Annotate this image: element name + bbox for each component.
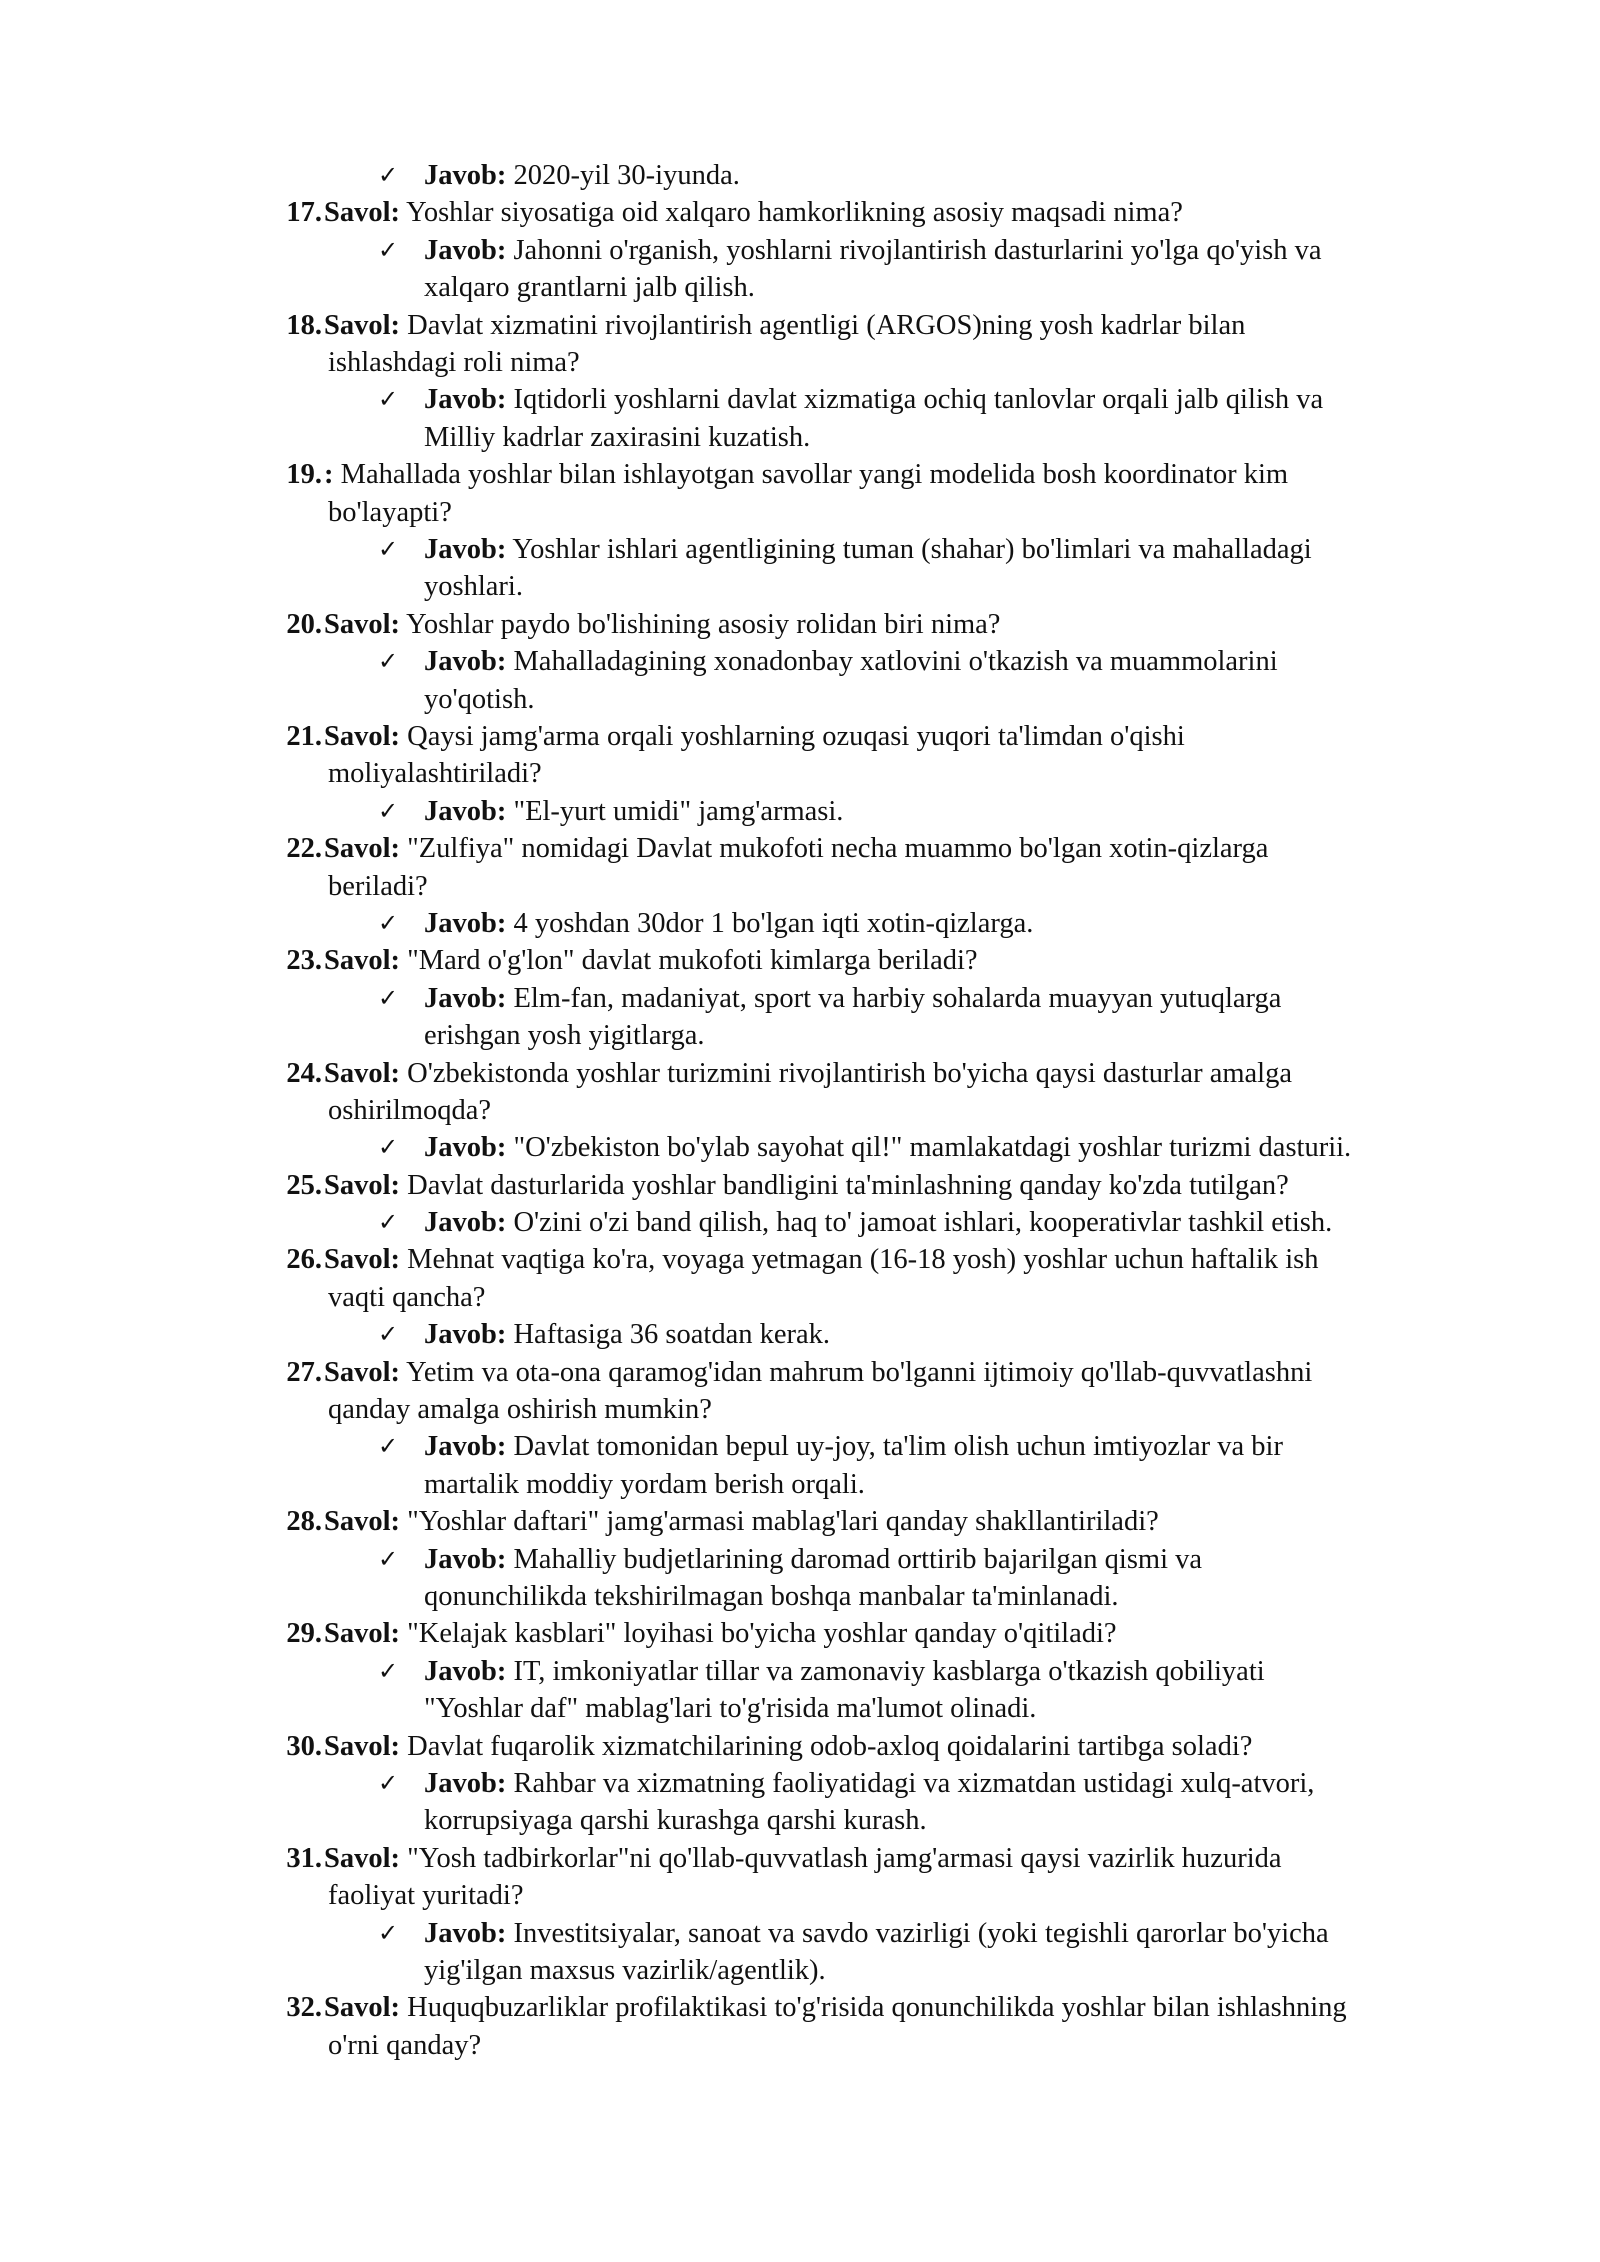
question-item	[0, 307, 1600, 382]
question-number: 17.	[286, 197, 322, 229]
check-icon: ✓	[378, 647, 399, 676]
javob-label: Javob:	[424, 907, 507, 939]
javob-label: Javob:	[424, 533, 507, 565]
answer-text: Javob: Rahbar va xizmatning faoliyatidagi va xizmatdan ustidagi xulq-atvori,	[424, 1768, 1315, 1800]
question-number: 23.	[286, 945, 322, 977]
javob-label: Javob:	[424, 982, 507, 1014]
answer-item	[0, 980, 1600, 1055]
question-item	[0, 1241, 1600, 1316]
javob-label: Javob:	[424, 1543, 507, 1575]
check-icon: ✓	[378, 1544, 399, 1573]
savol-label: Savol:	[324, 1506, 401, 1538]
javob-label: Javob:	[424, 1431, 507, 1463]
answer-text: Javob: 4 yoshdan 30dor 1 bo'lgan iqti xotin-qizlarga.	[424, 907, 1034, 939]
answer-text-continued: erishgan yosh yigitlarga.	[424, 1020, 705, 1052]
javob-label: Javob:	[424, 1768, 507, 1800]
javob-label: Javob:	[424, 1132, 507, 1164]
check-icon: ✓	[378, 1769, 399, 1798]
answer-text-continued: "Yoshlar daf" mablag'lari to'g'risida ma'lumot olinadi.	[424, 1693, 1037, 1725]
answer-item	[0, 1316, 1600, 1353]
savol-label: :	[324, 459, 334, 491]
question-item	[0, 606, 1600, 643]
check-icon: ✓	[378, 1208, 399, 1237]
question-number: 19.	[286, 459, 322, 491]
javob-label: Javob:	[424, 384, 507, 416]
question-text: Savol: "Yosh tadbirkorlar"ni qo'llab-quvvatlash jamg'armasi qaysi vazirlik huzurida	[324, 1842, 1282, 1874]
question-text: Savol: Davlat fuqarolik xizmatchilarining odob-axloq qoidalarini tartibga soladi?	[324, 1730, 1253, 1762]
answer-item	[0, 232, 1600, 307]
check-icon: ✓	[378, 385, 399, 414]
answer-item	[0, 1915, 1600, 1990]
question-number: 24.	[286, 1057, 322, 1089]
question-number: 28.	[286, 1506, 322, 1538]
savol-label: Savol:	[324, 833, 401, 865]
question-text: Savol: Mehnat vaqtiga ko'ra, voyaga yetmagan (16-18 yosh) yoshlar uchun haftalik ish	[324, 1244, 1319, 1276]
answer-item	[0, 793, 1600, 830]
question-text: Savol: "Zulfiya" nomidagi Davlat mukofoti necha muammo bo'lgan xotin-qizlarga	[324, 833, 1269, 865]
answer-text: Javob: Davlat tomonidan bepul uy-joy, ta'lim olish uchun imtiyozlar va bir	[424, 1431, 1283, 1463]
check-icon: ✓	[378, 1133, 399, 1162]
savol-label: Savol:	[324, 1730, 401, 1762]
question-text: Savol: Yoshlar paydo bo'lishining asosiy rolidan biri nima?	[324, 608, 1001, 640]
check-icon: ✓	[378, 1432, 399, 1461]
answer-item	[0, 531, 1600, 606]
question-text-continued: qanday amalga oshirish mumkin?	[328, 1394, 712, 1426]
question-text: Savol: Huquqbuzarliklar profilaktikasi to'g'risida qonunchilikda yoshlar bilan ishlashning	[324, 1992, 1347, 2024]
answer-text-continued: yoshlari.	[424, 571, 523, 603]
answer-item	[0, 905, 1600, 942]
savol-label: Savol:	[324, 720, 401, 752]
javob-label: Javob:	[424, 1207, 507, 1239]
question-text-continued: moliyalashtiriladi?	[328, 758, 542, 790]
answer-text: Javob: Jahonni o'rganish, yoshlarni rivojlantirish dasturlarini yo'lga qo'yish va	[424, 234, 1322, 266]
question-number: 31.	[286, 1842, 322, 1874]
intro-answer	[0, 157, 1600, 194]
answer-text-continued: korrupsiyaga qarshi kurashga qarshi kurash.	[424, 1805, 927, 1837]
question-item	[0, 718, 1600, 793]
answer-text: Javob: "El-yurt umidi" jamg'armasi.	[424, 795, 844, 827]
javob-label: Javob:	[424, 795, 507, 827]
javob-label: Javob:	[424, 234, 507, 266]
question-number: 18.	[286, 309, 322, 341]
question-text-continued: o'rni qanday?	[328, 2029, 482, 2061]
savol-label: Savol:	[324, 1244, 401, 1276]
answer-item	[0, 1428, 1600, 1503]
javob-label: Javob:	[424, 646, 507, 678]
question-item	[0, 1167, 1600, 1204]
answer-text: Javob: Haftasiga 36 soatdan kerak.	[424, 1319, 831, 1351]
question-text-continued: beriladi?	[328, 870, 428, 902]
check-icon: ✓	[378, 983, 399, 1012]
question-text: Savol: Davlat dasturlarida yoshlar bandligini ta'minlashning qanday ko'zda tutilgan?	[324, 1169, 1289, 1201]
savol-label: Savol:	[324, 1057, 401, 1089]
answer-item	[0, 1541, 1600, 1616]
answer-text: Javob: "O'zbekiston bo'ylab sayohat qil!" mamlakatdagi yoshlar turizmi dasturii.	[424, 1132, 1352, 1164]
savol-label: Savol:	[324, 1842, 401, 1874]
check-icon: ✓	[378, 161, 399, 189]
question-text: Savol: "Yoshlar daftari" jamg'armasi mablag'lari qanday shakllantiriladi?	[324, 1506, 1159, 1538]
question-text: Savol: O'zbekistonda yoshlar turizmini rivojlantirish bo'yicha qaysi dasturlar amalga	[324, 1057, 1292, 1089]
question-number: 29.	[286, 1618, 322, 1650]
question-number: 30.	[286, 1730, 322, 1762]
savol-label: Savol:	[324, 309, 401, 341]
check-icon: ✓	[378, 796, 399, 825]
check-icon: ✓	[378, 908, 399, 937]
check-icon: ✓	[378, 1918, 399, 1947]
answer-text: Javob: 2020-yil 30-iyunda.	[424, 160, 740, 191]
question-text: Savol: "Mard o'g'lon" davlat mukofoti kimlarga beriladi?	[324, 945, 978, 977]
question-item	[0, 942, 1600, 979]
answer-text: Javob: Mahalliy budjetlarining daromad orttirib bajarilgan qismi va	[424, 1543, 1203, 1575]
question-item	[0, 1840, 1600, 1915]
question-text: Savol: Qaysi jamg'arma orqali yoshlarning ozuqasi yuqori ta'limdan o'qishi	[324, 720, 1185, 752]
answer-text-continued: yo'qotish.	[424, 683, 535, 715]
question-item	[0, 1728, 1600, 1765]
savol-label: Savol:	[324, 1356, 401, 1388]
answer-text: Javob: Yoshlar ishlari agentligining tuman (shahar) bo'limlari va mahalladagi	[424, 533, 1312, 565]
check-icon: ✓	[378, 235, 399, 264]
answer-text: Javob: IT, imkoniyatlar tillar va zamonaviy kasblarga o'tkazish qobiliyati	[424, 1655, 1265, 1687]
question-number: 26.	[286, 1244, 322, 1276]
question-text: Savol: Yetim va ota-ona qaramog'idan mahrum bo'lganni ijtimoiy qo'llab-quvvatlashni	[324, 1356, 1313, 1388]
question-number: 25.	[286, 1169, 322, 1201]
answer-text-continued: xalqaro grantlarni jalb qilish.	[424, 272, 755, 304]
question-item	[0, 1503, 1600, 1540]
answer-text: Javob: Investitsiyalar, sanoat va savdo vazirligi (yoki tegishli qarorlar bo'yicha	[424, 1917, 1329, 1949]
question-item	[0, 830, 1600, 905]
question-text-continued: vaqti qancha?	[328, 1281, 486, 1313]
answer-text-continued: yig'ilgan maxsus vazirlik/agentlik).	[424, 1955, 826, 1987]
answer-item	[0, 381, 1600, 456]
savol-label: Savol:	[324, 608, 401, 640]
question-item	[0, 1989, 1600, 2064]
answer-text: Javob: Mahalladagining xonadonbay xatlovini o'tkazish va muammolarini	[424, 646, 1278, 678]
question-text-continued: oshirilmoqda?	[328, 1094, 492, 1126]
question-text-continued: ishlashdagi roli nima?	[328, 346, 580, 378]
answer-text-continued: qonunchilikda tekshirilmagan boshqa manbalar ta'minlanadi.	[424, 1581, 1119, 1613]
question-item	[0, 1354, 1600, 1429]
question-text: Savol: Yoshlar siyosatiga oid xalqaro hamkorlikning asosiy maqsadi nima?	[324, 197, 1183, 229]
answer-item	[0, 1129, 1600, 1166]
question-item	[0, 456, 1600, 531]
question-item	[0, 1615, 1600, 1652]
question-item	[0, 194, 1600, 231]
javob-label: Javob:	[424, 1917, 507, 1949]
answer-item	[0, 643, 1600, 718]
javob-label: Javob:	[424, 1655, 507, 1687]
check-icon: ✓	[378, 1656, 399, 1685]
savol-label: Savol:	[324, 1169, 401, 1201]
question-text: Savol: "Kelajak kasblari" loyihasi bo'yicha yoshlar qanday o'qitiladi?	[324, 1618, 1117, 1650]
savol-label: Savol:	[324, 197, 401, 229]
answer-item	[0, 1204, 1600, 1241]
answer-text: Javob: O'zini o'zi band qilish, haq to' jamoat ishlari, kooperativlar tashkil etish.	[424, 1207, 1333, 1239]
savol-label: Savol:	[324, 1992, 401, 2024]
question-number: 32.	[286, 1992, 322, 2024]
question-text-continued: faoliyat yuritadi?	[328, 1880, 524, 1912]
question-text: Savol: Davlat xizmatini rivojlantirish agentligi (ARGOS)ning yosh kadrlar bilan	[324, 309, 1246, 341]
document-page	[0, 157, 1600, 2064]
question-number: 22.	[286, 833, 322, 865]
answer-text-continued: Milliy kadrlar zaxirasini kuzatish.	[424, 421, 811, 453]
answer-text: Javob: Elm-fan, madaniyat, sport va harbiy sohalarda muayyan yutuqlarga	[424, 982, 1282, 1014]
question-text: : Mahallada yoshlar bilan ishlayotgan savollar yangi modelida bosh koordinator kim	[324, 459, 1289, 491]
javob-label: Javob:	[424, 1319, 507, 1351]
answer-item	[0, 1765, 1600, 1840]
question-number: 20.	[286, 608, 322, 640]
answer-text-continued: martalik moddiy yordam berish orqali.	[424, 1468, 865, 1500]
answer-text: Javob: Iqtidorli yoshlarni davlat xizmatiga ochiq tanlovlar orqali jalb qilish va	[424, 384, 1324, 416]
savol-label: Savol:	[324, 945, 401, 977]
question-number: 27.	[286, 1356, 322, 1388]
answer-item	[0, 1653, 1600, 1728]
savol-label: Savol:	[324, 1618, 401, 1650]
question-text-continued: bo'layapti?	[328, 496, 452, 528]
question-item	[0, 1055, 1600, 1130]
question-number: 21.	[286, 720, 322, 752]
check-icon: ✓	[378, 534, 399, 563]
check-icon: ✓	[378, 1320, 399, 1349]
qa-list	[0, 194, 1600, 2064]
